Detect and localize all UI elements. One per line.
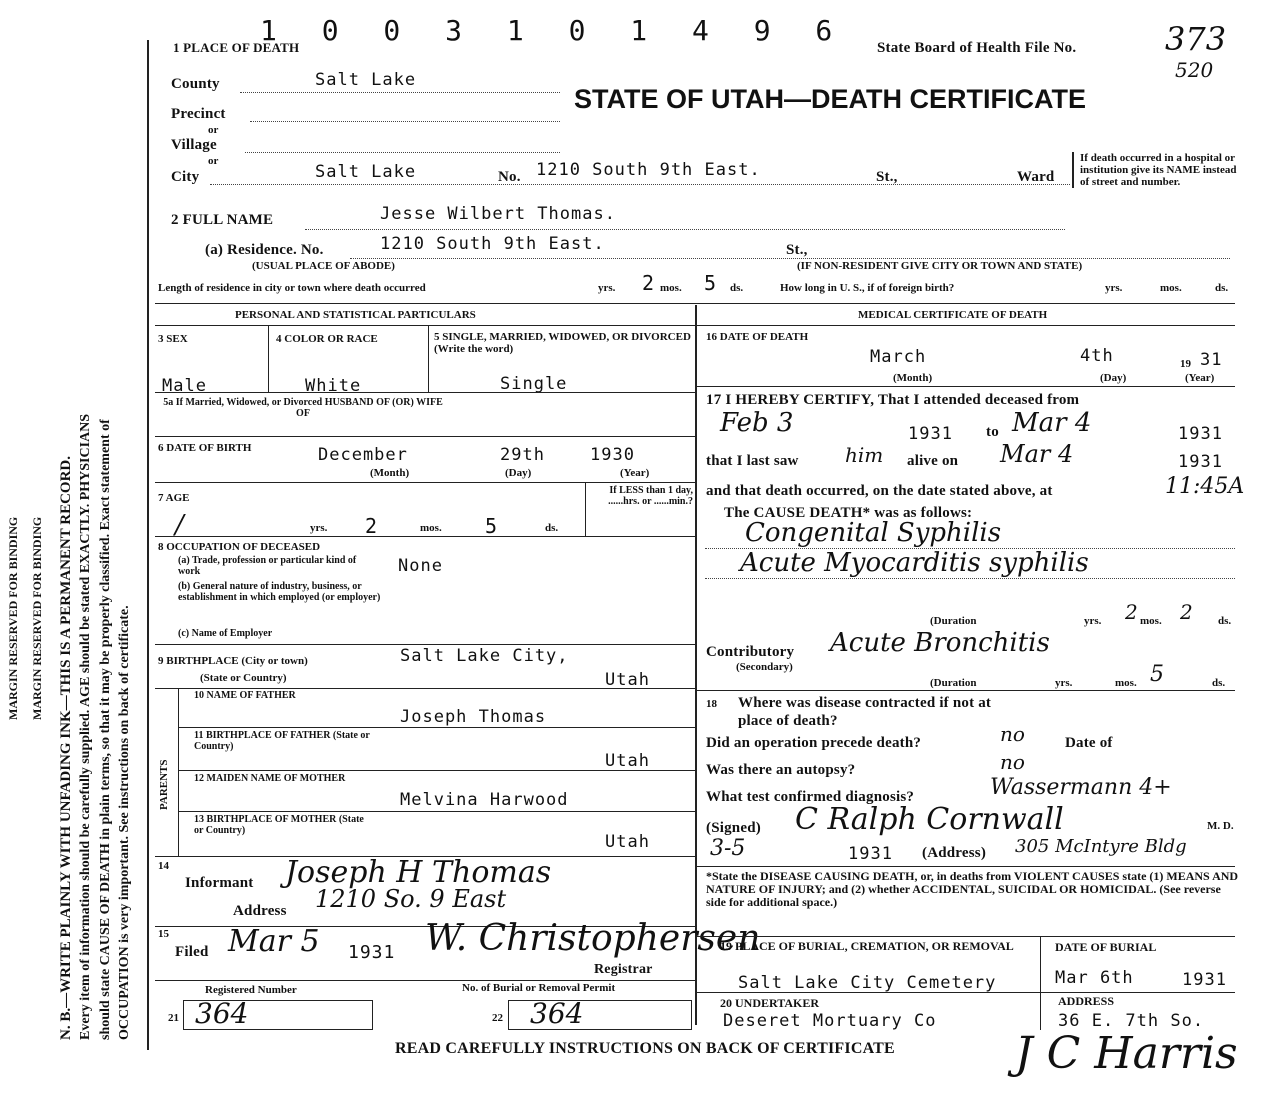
sex-value: Male (162, 376, 207, 396)
occupation-b-label: (b) General nature of industry, business, or establishment in which employed (or employer) (178, 581, 381, 603)
binding-margin-1: MARGIN RESERVED FOR BINDING (6, 516, 20, 720)
duration2-mos-label: mos. (1115, 677, 1137, 689)
cause-secondary: Acute Myocarditis syphilis (740, 548, 1089, 578)
informant-address-label: Address (233, 903, 287, 919)
burial-year: 1931 (1182, 970, 1227, 990)
dob-month: December (318, 445, 408, 465)
sex-label: 3 SEX (158, 333, 188, 345)
operation-label: Did an operation precede death? (706, 735, 922, 751)
physician-address-label: (Address) (922, 845, 987, 861)
city-value: Salt Lake (315, 162, 417, 182)
burial-permit-label: No. of Burial or Removal Permit (462, 982, 616, 994)
death-occurred-label: and that death occurred, on the date stated above, at (706, 483, 1053, 499)
test-value: Wassermann 4+ (990, 775, 1172, 800)
rule-marital (155, 392, 695, 393)
duration2-mos: 5 (1150, 662, 1164, 687)
duration-ds: 2 (1180, 600, 1193, 624)
medical-heading: MEDICAL CERTIFICATE OF DEATH (858, 309, 1048, 321)
age-mos-label: mos. (420, 522, 442, 534)
full-name-value: Jesse Wilbert Thomas. (380, 204, 616, 224)
frame-left (147, 40, 149, 1050)
precinct-label: Precinct (171, 106, 226, 122)
registrar-initials-signature: J C Harris (1015, 1028, 1238, 1079)
cause-label: The CAUSE DEATH* was as follows: (724, 505, 973, 521)
age-mark: / (175, 510, 184, 540)
mos-label: mos. (660, 282, 682, 294)
color-value: White (305, 376, 362, 396)
duration-mos: 2 (1125, 600, 1138, 624)
dod-day: 4th (1080, 346, 1114, 366)
ward-label: Ward (1017, 169, 1055, 185)
margin-note-4: OCCUPATION is very important. See instructions on back of certificate. (117, 605, 132, 1040)
rule-mother (178, 811, 695, 812)
last-saw-him: him (845, 443, 884, 467)
margin-note-3: should state CAUSE OF DEATH in plain terms, so that it may be properly classified. Exact statement of (98, 419, 113, 1040)
rule-top (155, 303, 1235, 304)
age-divider (585, 482, 586, 536)
precinct-line (250, 121, 560, 122)
contributory-label: Contributory (706, 644, 795, 660)
occupation-a-label: (a) Trade, profession or particular kind of work (178, 555, 357, 577)
burial-divider (1040, 936, 1041, 1030)
registrar-label: Registrar (594, 962, 653, 977)
dob-day-label: (Day) (505, 467, 532, 479)
dod-year-label: (Year) (1185, 372, 1215, 384)
secondary-label: (Secondary) (736, 661, 793, 673)
duration-ds-label: ds. (1218, 615, 1232, 627)
rule-footnote (697, 936, 1235, 937)
dob-year-label: (Year) (620, 467, 650, 479)
foreign-yrs: yrs. (1105, 282, 1123, 294)
mother-birthplace: Utah (605, 832, 650, 852)
undertaker-address: 36 E. 7th So. (1058, 1011, 1205, 1031)
registered-number: 364 (195, 997, 249, 1030)
dob-day: 29th (500, 445, 545, 465)
attended-to-year: 1931 (1178, 424, 1223, 444)
county-line (240, 92, 560, 93)
nonresident-label: (IF NON-RESIDENT GIVE CITY OR TOWN AND STATE) (797, 260, 1083, 272)
duration2-label: (Duration (930, 677, 977, 689)
rule-age (155, 536, 695, 537)
duration-mos-label: mos. (1140, 615, 1162, 627)
village-label: Village (171, 137, 217, 153)
residence-st-label: St., (786, 242, 808, 258)
certificate-title: STATE OF UTAH—DEATH CERTIFICATE (574, 84, 1086, 114)
sec14-label: 14 (158, 860, 169, 872)
birthplace-state-label: (State or Country) (200, 672, 287, 684)
margin-note-1: N. B.—WRITE PLAINLY WITH UNFADING INK—THIS IS A PERMANENT RECORD. (58, 456, 74, 1040)
to-label: to (986, 424, 999, 440)
occupation-label: 8 OCCUPATION OF DECEASED (158, 541, 321, 553)
rule-birthplace (155, 688, 695, 689)
or-label-1: or (208, 124, 219, 136)
undertaker-address-label: ADDRESS (1058, 994, 1115, 1008)
length-residence-label: Length of residence in city or town where death occurred (158, 282, 426, 294)
certify-label: 17 I HEREBY CERTIFY, That I attended deceased from (706, 392, 1080, 408)
instructions-footer: READ CAREFULLY INSTRUCTIONS ON BACK OF CERTIFICATE (395, 1040, 895, 1057)
dod-month-label: (Month) (893, 372, 933, 384)
file-no-alt: 520 (1175, 58, 1214, 82)
age-yrs-label: yrs. (310, 522, 328, 534)
residence-mos: 2 (642, 271, 656, 295)
color-label: 4 COLOR OR RACE (276, 333, 378, 345)
age-ds: 5 (485, 514, 499, 538)
undertaker: Deseret Mortuary Co (723, 1011, 937, 1031)
personal-heading: PERSONAL AND STATISTICAL PARTICULARS (235, 309, 476, 321)
age-label: 7 AGE (158, 492, 190, 504)
label-21: 21 (168, 1012, 179, 1024)
rule-occupation (155, 644, 695, 645)
label-22: 22 (492, 1012, 503, 1024)
mother-birthplace-label: 13 BIRTHPLACE OF MOTHER (State or Country) (194, 814, 364, 836)
duration2-yrs-label: yrs. (1055, 677, 1073, 689)
city-line (210, 184, 1070, 185)
test-label: What test confirmed diagnosis? (706, 789, 915, 805)
sex-divider (268, 326, 269, 392)
birthplace-label: 9 BIRTHPLACE (City or town) (158, 655, 308, 667)
autopsy-label: Was there an autopsy? (706, 762, 856, 778)
age-mos: 2 (365, 514, 379, 538)
no-label: No. (498, 169, 521, 185)
parents-divider (178, 688, 179, 856)
rule-signed (697, 866, 1235, 867)
father-birthplace-label: 11 BIRTHPLACE OF FATHER (State or Country) (194, 730, 370, 752)
rule-burial (697, 992, 1235, 993)
filed-year: 1931 (348, 942, 396, 963)
rule-contributory (697, 690, 1235, 691)
city-label: City (171, 169, 200, 185)
foreign-mos: mos. (1160, 282, 1182, 294)
ward-note: If death occurred in a hospital or institution give its NAME instead of street and number. (1072, 152, 1245, 188)
residence-value: 1210 South 9th East. (380, 234, 605, 254)
operation-value: no (1000, 722, 1025, 746)
less-than-label: If LESS than 1 day, ......hrs. or ......min.? (608, 485, 693, 507)
birthplace-state: Utah (605, 670, 650, 690)
burial-date: Mar 6th (1055, 968, 1134, 988)
burial-place-label: 19 PLACE OF BURIAL, CREMATION, OR REMOVAL (720, 939, 1014, 953)
marital-label: 5 SINGLE, MARRIED, WIDOWED, OR DIVORCED (Write the word) (434, 331, 691, 355)
father-birthplace: Utah (605, 751, 650, 771)
attended-from-date: Feb 3 (720, 408, 794, 438)
cause-primary: Congenital Syphilis (745, 518, 1002, 548)
informant-label: Informant (185, 875, 254, 891)
county-value: Salt Lake (315, 70, 417, 90)
rule-father (178, 727, 695, 728)
file-no-label: State Board of Health File No. (877, 40, 1077, 56)
margin-note-2: Every item of information should be carefully supplied. AGE should be stated EXACTLY. PHYSICIANS (78, 413, 93, 1040)
birthplace-city: Salt Lake City, (400, 646, 569, 666)
medical-rule (697, 325, 1235, 326)
personal-rule (155, 325, 695, 326)
yrs-label: yrs. (598, 282, 616, 294)
death-time: 11:45A (1165, 474, 1245, 499)
burial-permit-number: 364 (530, 997, 584, 1030)
rule-dod (697, 386, 1235, 387)
dod-day-label: (Day) (1100, 372, 1127, 384)
cause-line-2 (705, 578, 1235, 579)
filed-label: Filed (175, 944, 209, 960)
column-divider (695, 305, 697, 1025)
foreign-label: How long in U. S., if of foreign birth? (780, 282, 955, 294)
place-of-death-label: 1 PLACE OF DEATH (173, 40, 300, 55)
sign-year: 1931 (848, 844, 893, 864)
village-line (245, 152, 560, 153)
name-line (305, 229, 1065, 230)
burial-date-label: DATE OF BURIAL (1055, 940, 1157, 954)
rule-filed (155, 980, 695, 981)
attended-from-year: 1931 (908, 424, 953, 444)
dod-month: March (870, 347, 927, 367)
serial-number: 1 0 0 3 1 0 1 4 9 6 (260, 14, 847, 47)
duration2-ds-label: ds. (1212, 677, 1226, 689)
attended-to-date: Mar 4 (1012, 408, 1092, 438)
county-label: County (171, 76, 220, 92)
full-name-label: 2 FULL NAME (171, 212, 274, 228)
parents-label: PARENTS (158, 759, 170, 810)
ds-label: ds. (730, 282, 744, 294)
duration-label: (Duration (930, 615, 977, 627)
alive-on-label: alive on (907, 453, 959, 469)
dob-year: 1930 (590, 445, 635, 465)
duration-yrs-label: yrs. (1084, 615, 1102, 627)
binding-margin-2: MARGIN RESERVED FOR BINDING (30, 516, 44, 720)
marital-value: Single (500, 374, 568, 394)
dob-label: 6 DATE OF BIRTH (158, 442, 252, 454)
alive-on-date: Mar 4 (1000, 440, 1074, 468)
color-divider (428, 326, 429, 392)
sec15-label: 15 (158, 928, 169, 940)
dod-prefix: 19 (1180, 358, 1191, 370)
last-saw-label: that I last saw (706, 453, 799, 469)
dod-label: 16 DATE OF DEATH (706, 331, 809, 343)
contributory-cause: Acute Bronchitis (830, 628, 1050, 658)
dob-month-label: (Month) (370, 467, 410, 479)
alive-on-year: 1931 (1178, 452, 1223, 472)
dod-year: 31 (1200, 350, 1223, 370)
file-no: 373 (1165, 20, 1227, 58)
physician-signature: C Ralph Cornwall (795, 802, 1064, 837)
undertaker-label: 20 UNDERTAKER (720, 996, 820, 1010)
rule-father-bp (178, 770, 695, 771)
occupation-value: None (398, 556, 443, 576)
sec18-label: 18 (706, 698, 717, 710)
st-label: St., (876, 169, 898, 185)
rule-husband (155, 436, 695, 437)
mother-name: Melvina Harwood (400, 790, 569, 810)
where-contracted-label: Where was disease contracted if not at place of death? (738, 695, 992, 729)
violent-causes-note: *State the DISEASE CAUSING DEATH, or, in deaths from VIOLENT CAUSES state (1) MEANS AND NATURE OF INJURY; and (2) whether ACCIDENTAL, SUICIDAL OR HOMICIDAL. (See reverse side for additional space.) (706, 869, 1239, 909)
age-ds-label: ds. (545, 522, 559, 534)
signed-label: (Signed) (706, 820, 761, 836)
employer-label: (c) Name of Employer (178, 628, 273, 639)
husband-label: 5a If Married, Widowed, or Divorced HUSBAND OF (OR) WIFE OF (163, 397, 443, 419)
sign-date: 3-5 (710, 836, 746, 861)
date-of-label: Date of (1065, 735, 1113, 751)
burial-place: Salt Lake City Cemetery (738, 973, 997, 993)
street-address: 1210 South 9th East. (536, 160, 761, 180)
father-name: Joseph Thomas (400, 707, 547, 727)
registered-number-label: Registered Number (205, 984, 297, 996)
foreign-ds: ds. (1215, 282, 1229, 294)
md-label: M. D. (1207, 820, 1234, 832)
rule-dob (155, 482, 695, 483)
residence-label: (a) Residence. No. (205, 242, 324, 258)
filed-date: Mar 5 (228, 924, 320, 959)
informant-address: 1210 So. 9 East (315, 885, 507, 913)
abode-label: (USUAL PLACE OF ABODE) (252, 260, 395, 272)
mother-name-label: 12 MAIDEN NAME OF MOTHER (194, 773, 346, 784)
father-name-label: 10 NAME OF FATHER (194, 690, 296, 701)
autopsy-value: no (1000, 750, 1025, 774)
informant-signature: Joseph H Thomas (285, 855, 552, 890)
residence-ds: 5 (704, 271, 718, 295)
physician-address: 305 McIntyre Bldg (1015, 836, 1187, 857)
registrar-signature: W. Christophersen (425, 918, 761, 959)
or-label-2: or (208, 155, 219, 167)
